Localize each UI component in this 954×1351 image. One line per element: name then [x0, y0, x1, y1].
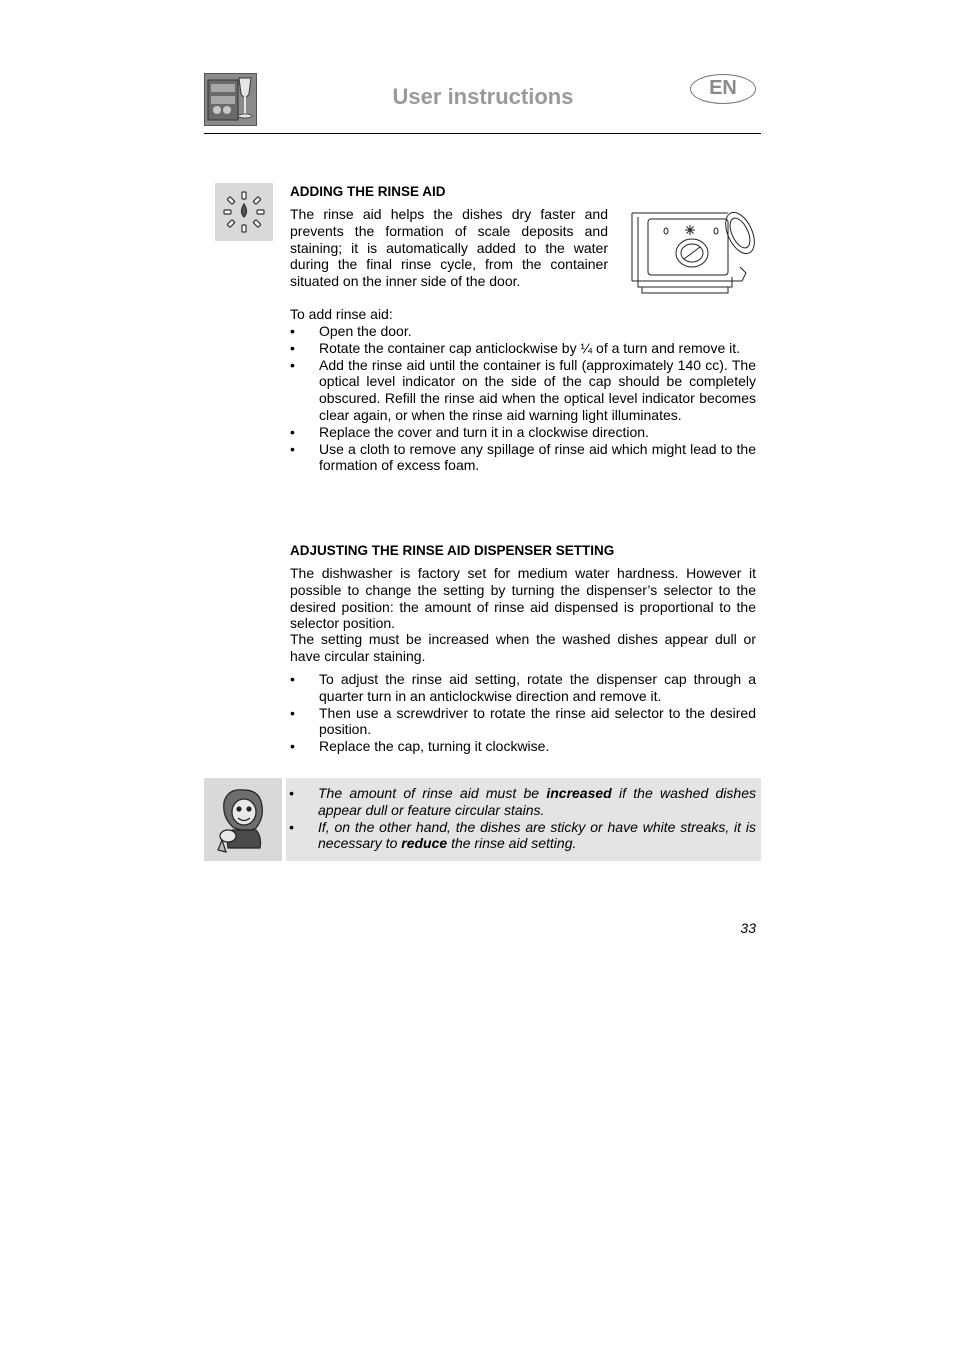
- header-divider: [204, 133, 761, 134]
- page-number: 33: [740, 920, 756, 936]
- page-title: User instructions: [392, 84, 574, 109]
- advice-character-icon: [204, 778, 282, 861]
- list-item: • Replace the cap, turning it clockwise.: [290, 738, 550, 755]
- rinse-aid-indicator-icon: [215, 183, 273, 241]
- tip-note-list: [289, 785, 756, 852]
- dispenser-setting-paragraph-1: The dishwasher is factory set for medium water hardness. However it possible to change the setting by turning the dispenser’s selector to the desired position: the amount of rinse aid dispensed is proportional to the selector position.: [290, 565, 756, 632]
- list-item: • The amount of rinse aid must be increased if the washed dishes appear dull or feature circular stains.: [289, 785, 756, 818]
- rinse-aid-intro-text: The rinse aid helps the dishes dry faster and prevents the formation of scale deposits and staining; it is automatically added to the water during the final rinse cycle, from the container situated on the inner side of the door.: [290, 206, 608, 290]
- language-badge: EN: [690, 74, 756, 104]
- list-item: • Then use a screwdriver to rotate the rinse aid selector to the desired position.: [290, 704, 756, 738]
- section-heading-adjusting-dispenser: ADJUSTING THE RINSE AID DISPENSER SETTING: [290, 543, 615, 558]
- dispenser-setting-paragraph-2: The setting must be increased when the washed dishes appear dull or have circular staining.: [290, 631, 756, 664]
- rinse-aid-steps-list: [290, 323, 756, 474]
- list-item: • Use a cloth to remove any spillage of rinse aid which might lead to the formation of excess foam.: [290, 440, 756, 474]
- rinse-aid-dispenser-illustration: [628, 203, 756, 295]
- list-item: • Add the rinse aid until the container is full (approximately 140 cc). The optical level indicator on the side of the cap should be completely obscured. Refill the rinse aid when the optical level indicator becomes clear again, or when the rinse aid warning light illuminates.: [290, 356, 756, 423]
- list-item: • If, on the other hand, the dishes are sticky or have white streaks, it is necessary to reduce the rinse aid setting.: [289, 818, 756, 852]
- list-item: • Open the door.: [290, 323, 412, 339]
- brand-logo-icon: [204, 73, 257, 126]
- list-item: • Replace the cover and turn it in a clockwise direction.: [290, 423, 649, 440]
- tip-note-box: [286, 778, 761, 861]
- list-item: • Rotate the container cap anticlockwise by ¼ of a turn and remove it.: [290, 339, 741, 356]
- section-heading-adding-rinse-aid: ADDING THE RINSE AID: [290, 184, 446, 199]
- dispenser-setting-steps-list: [290, 671, 756, 755]
- rinse-aid-subheading: To add rinse aid:: [290, 306, 393, 322]
- list-item: • To adjust the rinse aid setting, rotate the dispenser cap through a quarter turn in an anticlockwise direction and remove it.: [290, 671, 756, 704]
